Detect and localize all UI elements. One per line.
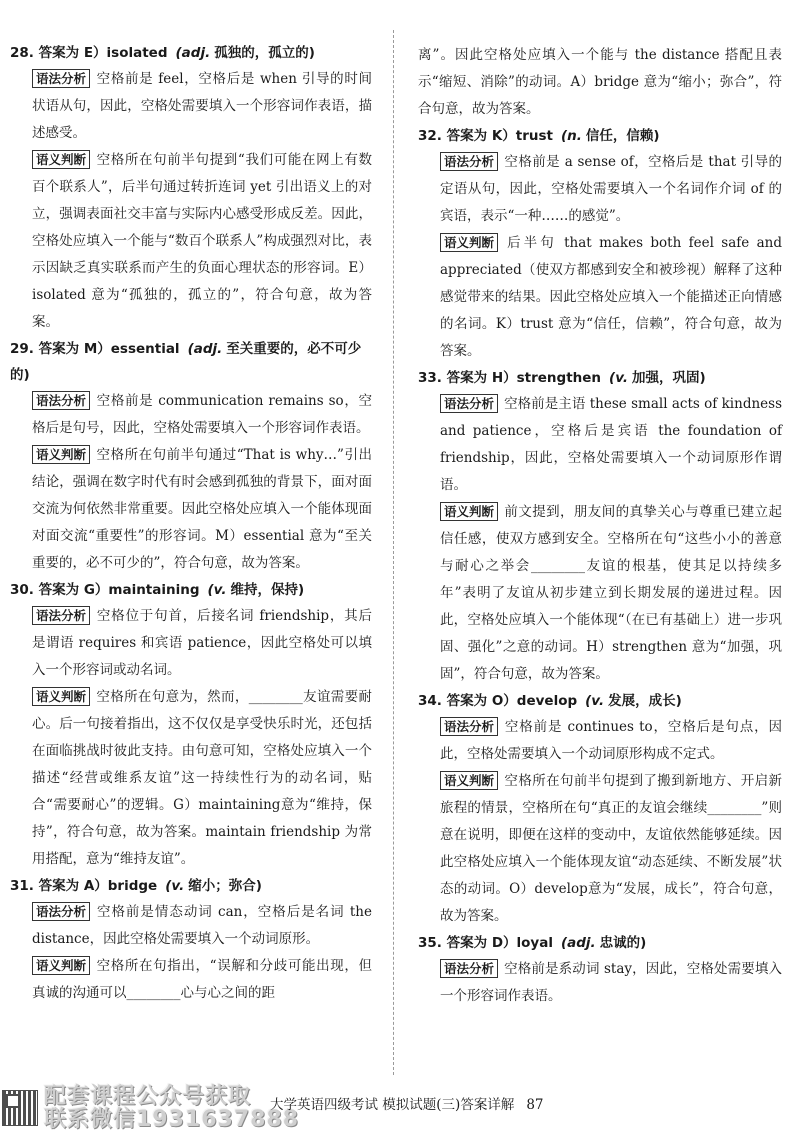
grammar-analysis: 语法分析 空格位于句首，后接名词 friendship，其后是谓语 requires 和宾语 patience，因此空格处可以填入一个形容词或动名词。	[32, 608, 372, 678]
answer-heading: 34. 答案为 O）develop (v. 发展，成长)	[418, 693, 682, 709]
semantic-judgment: 语义判断 前文提到，朋友间的真挚关心与尊重已建立起信任感，使双方感到安全。空格所在句“这些小小的善意与耐心之举会________友谊的根基，使其足以持续多年”表明了友谊从初步建立到长期发展的递进过程。因此，空格处应填入一个能体现“（在已有基础上）进一步巩固、强化”之意的动词。H）strengthen 意为“加强，巩固”，符合句意，故为答案。	[440, 504, 782, 682]
grammar-analysis-tag: 语法分析	[32, 606, 90, 625]
semantic-judgment: 语义判断 空格所在句指出，“误解和分歧可能出现，但真诚的沟通可以________心与心之间的距	[32, 958, 372, 1001]
grammar-analysis-tag: 语法分析	[440, 152, 498, 171]
semantic-judgment: 语义判断 空格所在句前半句通过“That is why…”引出结论，强调在数字时代有时会感到孤独的背景下，面对面交流为何依然非常重要。因此空格处应填入一个能体现面对面交流“重要性”的形容词。M）essential 意为“至关重要的，必不可少的”，符合句意，故为答案。	[32, 447, 372, 571]
semantic-judgment: 语义判断 空格所在句前半句提到了搬到新地方、开启新旅程的情景，空格所在句“真正的友谊会继续________”则意在说明，即便在这样的变动中，友谊依然能够延续。因此空格处应填入一个能体现友谊“动态延续、不断发展”状态的动词。O）develop意为“发展，成长”，符合句意，故为答案。	[440, 773, 782, 924]
answer-heading: 32. 答案为 K）trust (n. 信任，信赖)	[418, 128, 660, 144]
grammar-analysis-tag: 语法分析	[440, 394, 498, 413]
semantic-judgment: 语义判断 空格所在句前半句提到“我们可能在网上有数百个联系人”，后半句通过转折连词 yet 引出语义上的对立，强调表面社交丰富与实际内心感受形成反差。因此，空格处应填入一个能与“数百个联系人”构成强烈对比，表示因缺乏真实联系而产生的负面心理状态的形容词。E）isolated 意为“孤独的，孤立的”，符合句意，故为答案。	[32, 152, 372, 330]
qr-code-icon	[2, 1090, 38, 1126]
answer-item-33	[418, 365, 782, 688]
grammar-analysis: 语法分析 空格前是主语 these small acts of kindness and patience，空格后是宾语 the foundation of friendship，因此，空格处需要填入一个动词原形作谓语。	[440, 396, 782, 493]
answer-heading: 35. 答案为 D）loyal (adj. 忠诚的)	[418, 935, 647, 951]
semantic-judgment-tag: 语义判断	[440, 233, 498, 252]
footer-title: 大学英语四级考试 模拟试题(三)答案详解	[270, 1097, 515, 1113]
answer-heading: 31. 答案为 A）bridge (v. 缩小；弥合)	[10, 878, 262, 894]
grammar-analysis: 语法分析 空格前是系动词 stay，因此，空格处需要填入一个形容词作表语。	[440, 961, 782, 1004]
semantic-judgment: 语义判断 空格所在句意为，然而，________友谊需要耐心。后一句接着指出，这不仅仅是享受快乐时光，还包括在面临挑战时彼此支持。由句意可知，空格处应填入一个描述“经营或维系友谊”这一持续性行为的动名词，贴合“需要耐心”的逻辑。G）maintaining意为“维持，保持”，符合句意，故为答案。maintain friendship 为常用搭配，意为“维持友谊”。	[32, 689, 372, 867]
answer-item-35	[418, 930, 782, 1010]
semantic-judgment-tag: 语义判断	[32, 445, 90, 464]
semantic-judgment-tag: 语义判断	[32, 956, 90, 975]
left-column	[10, 40, 372, 1007]
watermark-line-2: 联系微信1931637888	[44, 1107, 300, 1132]
answer-item-32	[418, 123, 782, 365]
grammar-analysis-tag: 语法分析	[440, 717, 498, 736]
grammar-analysis-tag: 语法分析	[440, 959, 498, 978]
answer-item-31	[10, 873, 372, 1007]
semantic-judgment: 语义判断 后半句 that makes both feel safe and appreciated（使双方都感到安全和被珍视）解释了这种感觉带来的结果。因此空格处应填入一个能描述正向情感的名词。K）trust 意为“信任，信赖”，符合句意，故为答案。	[440, 235, 782, 359]
grammar-analysis: 语法分析 空格前是 a sense of，空格后是 that 引导的定语从句，因此，空格处需要填入一个名词作介词 of 的宾语，表示“一种……的感觉”。	[440, 154, 782, 224]
answer-item-28	[10, 40, 372, 336]
semantic-judgment-tag: 语义判断	[440, 502, 498, 521]
grammar-analysis: 语法分析 空格前是 continues to，空格后是句点，因此，空格处需要填入一个动词原形构成不定式。	[440, 719, 782, 762]
page-number: 87	[526, 1097, 544, 1113]
grammar-analysis: 语法分析 空格前是 communication remains so，空格后是句号，因此，空格处需要填入一个形容词作表语。	[32, 393, 372, 436]
answer-item-34	[418, 688, 782, 930]
page-footer	[270, 1093, 544, 1113]
answer-heading: 33. 答案为 H）strengthen (v. 加强，巩固)	[418, 370, 706, 386]
watermark-line-1: 配套课程公众号获取	[44, 1084, 252, 1109]
answer-heading: 29. 答案为 M）essential (adj. 至关重要的，必不可少的)	[10, 341, 362, 383]
right-column	[418, 42, 782, 1010]
semantic-judgment-tag: 语义判断	[32, 687, 90, 706]
answer-item-30	[10, 577, 372, 873]
grammar-analysis: 语法分析 空格前是情态动词 can，空格后是名词 the distance，因此空格处需要填入一个动词原形。	[32, 904, 372, 947]
answer-heading: 28. 答案为 E）isolated (adj. 孤独的，孤立的)	[10, 45, 315, 61]
semantic-judgment-tag: 语义判断	[32, 150, 90, 169]
column-divider	[393, 30, 394, 1075]
grammar-analysis-tag: 语法分析	[32, 391, 90, 410]
grammar-analysis-tag: 语法分析	[32, 902, 90, 921]
answer-item-29	[10, 336, 372, 577]
answer-heading: 30. 答案为 G）maintaining (v. 维持，保持)	[10, 582, 305, 598]
semantic-judgment-tag: 语义判断	[440, 771, 498, 790]
continuation-text: 离”。因此空格处应填入一个能与 the distance 搭配且表示“缩短、消除”的动词。A）bridge 意为“缩小；弥合”，符合句意，故为答案。	[418, 47, 782, 117]
grammar-analysis-tag: 语法分析	[32, 69, 90, 88]
grammar-analysis: 语法分析 空格前是 feel，空格后是 when 引导的时间状语从句，因此，空格处需要填入一个形容词作表语，描述感受。	[32, 71, 372, 141]
